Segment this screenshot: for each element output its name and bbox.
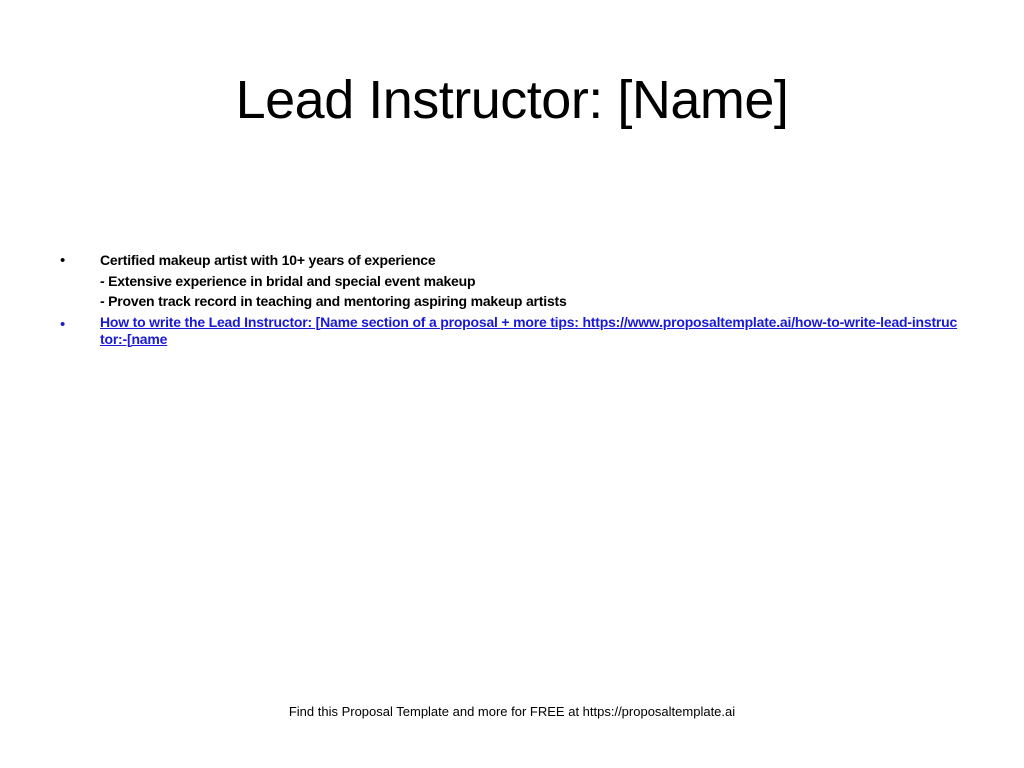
bullet-item-experience	[60, 250, 960, 312]
bullet-item-link	[60, 314, 960, 348]
bullet-text	[100, 250, 960, 312]
slide-title: Lead Instructor: [Name]	[235, 70, 789, 130]
proposal-tips-link[interactable]: How to write the Lead Instructor: [Name section of a proposal + more tips: https://www.proposaltemplate.ai/how-to-write-lead-instructor:-[name	[100, 313, 958, 347]
bullet-dot-icon: •	[60, 252, 66, 269]
bullet-list	[60, 250, 960, 350]
bullet-line: - Extensive experience in bridal and special event makeup	[100, 272, 476, 289]
bullet-line: Certified makeup artist with 10+ years of experience	[100, 252, 436, 268]
bullet-line: - Proven track record in teaching and mentoring aspiring makeup artists	[100, 293, 567, 309]
footer-text: Find this Proposal Template and more for FREE at https://proposaltemplate.ai	[288, 704, 736, 719]
bullet-dot-icon: •	[60, 315, 66, 333]
